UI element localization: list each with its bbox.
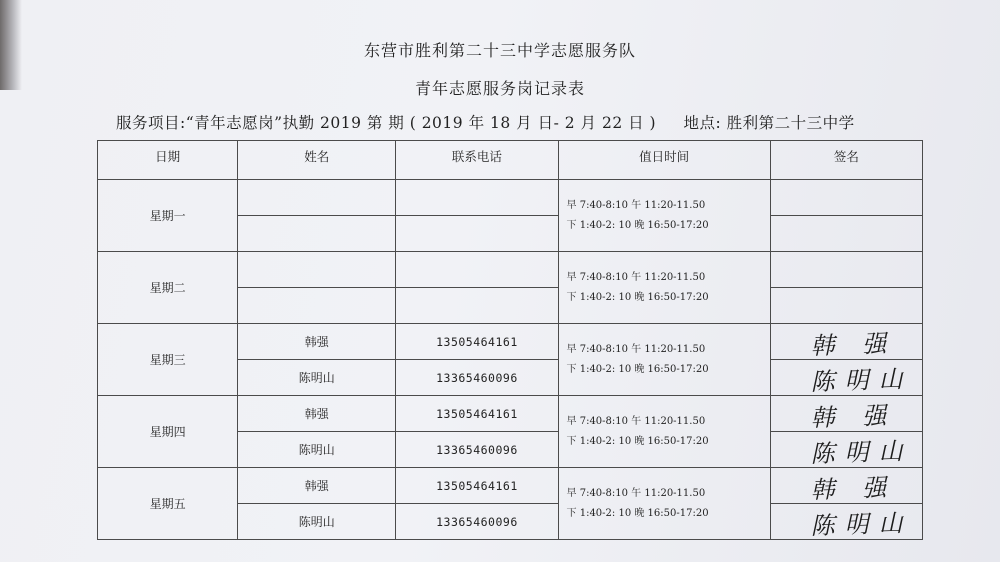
day-cell: 星期三 bbox=[98, 324, 238, 396]
service-project: 服务项目:“青年志愿岗”执勤 2019 第 期 ( 2019 年 18 月 日- 2 月 22 日 ) bbox=[116, 114, 657, 132]
signature-cell: 韩 强 bbox=[770, 465, 923, 506]
table-row bbox=[98, 468, 923, 504]
phone-cell: 13365460096 bbox=[396, 360, 558, 396]
day-cell: 星期四 bbox=[98, 396, 238, 468]
header-phone: 联系电话 bbox=[396, 141, 558, 180]
name-cell bbox=[238, 288, 396, 324]
duty-time-cell bbox=[558, 396, 770, 468]
duty-time-cell bbox=[558, 252, 770, 324]
table-row bbox=[98, 324, 923, 360]
signature-cell: 陈明山 bbox=[770, 429, 923, 470]
signature-cell: 韩 强 bbox=[770, 321, 923, 362]
duty-time-line: 下 1:40-2: 10 晚 16:50-17:20 bbox=[566, 363, 709, 375]
signature-cell bbox=[770, 285, 923, 326]
name-cell bbox=[238, 216, 396, 252]
header-duty-time: 值日时间 bbox=[558, 141, 770, 180]
signature-cell: 韩 强 bbox=[770, 393, 923, 434]
header-signature: 签名 bbox=[770, 141, 922, 180]
duty-time-line: 早 7:40-8:10 午 11:20-11.50 bbox=[566, 415, 706, 427]
duty-time-line: 下 1:40-2: 10 晚 16:50-17:20 bbox=[566, 219, 709, 231]
signature-cell: 陈明山 bbox=[770, 357, 923, 398]
phone-cell bbox=[396, 252, 558, 288]
duty-time-cell bbox=[558, 180, 770, 252]
name-cell: 陈明山 bbox=[238, 504, 396, 540]
duty-time-line: 下 1:40-2: 10 晚 16:50-17:20 bbox=[566, 507, 709, 519]
duty-time-line: 早 7:40-8:10 午 11:20-11.50 bbox=[566, 271, 706, 283]
signature-cell: 陈明山 bbox=[770, 501, 923, 542]
name-cell bbox=[238, 180, 396, 216]
table-row bbox=[98, 252, 923, 288]
duty-log-table bbox=[97, 140, 923, 540]
duty-time-line: 早 7:40-8:10 午 11:20-11.50 bbox=[566, 487, 706, 499]
service-location: 地点: 胜利第二十三中学 bbox=[683, 114, 855, 132]
duty-time-cell bbox=[558, 468, 770, 540]
name-cell bbox=[238, 252, 396, 288]
name-cell: 韩强 bbox=[238, 396, 396, 432]
phone-cell bbox=[396, 180, 558, 216]
duty-time-line: 早 7:40-8:10 午 11:20-11.50 bbox=[566, 343, 706, 355]
phone-cell: 13365460096 bbox=[396, 432, 558, 468]
phone-cell: 13365460096 bbox=[396, 504, 558, 540]
signature-cell bbox=[770, 177, 923, 218]
signature-cell bbox=[770, 213, 923, 254]
phone-cell: 13505464161 bbox=[396, 468, 558, 504]
header-date: 日期 bbox=[98, 141, 238, 180]
form-title: 青年志愿服务岗记录表 bbox=[414, 79, 585, 98]
name-cell: 韩强 bbox=[238, 468, 396, 504]
duty-time-cell bbox=[558, 324, 770, 396]
table-row bbox=[98, 396, 923, 432]
table-row bbox=[98, 180, 923, 216]
day-cell: 星期一 bbox=[98, 180, 238, 252]
duty-time-line: 下 1:40-2: 10 晚 16:50-17:20 bbox=[566, 291, 709, 303]
phone-cell bbox=[396, 216, 558, 252]
name-cell: 陈明山 bbox=[238, 432, 396, 468]
table-header-row bbox=[98, 141, 923, 180]
signature-cell bbox=[770, 249, 923, 290]
duty-time-line: 下 1:40-2: 10 晚 16:50-17:20 bbox=[566, 435, 709, 447]
service-meta-line bbox=[116, 111, 855, 133]
day-cell: 星期五 bbox=[98, 468, 238, 540]
header-name: 姓名 bbox=[238, 141, 396, 180]
phone-cell: 13505464161 bbox=[396, 324, 558, 360]
day-cell: 星期二 bbox=[98, 252, 238, 324]
name-cell: 韩强 bbox=[238, 324, 396, 360]
name-cell: 陈明山 bbox=[238, 360, 396, 396]
phone-cell bbox=[396, 288, 558, 324]
duty-time-line: 早 7:40-8:10 午 11:20-11.50 bbox=[566, 199, 706, 211]
phone-cell: 13505464161 bbox=[396, 396, 558, 432]
organization-title: 东营市胜利第二十三中学志愿服务队 bbox=[363, 41, 636, 60]
